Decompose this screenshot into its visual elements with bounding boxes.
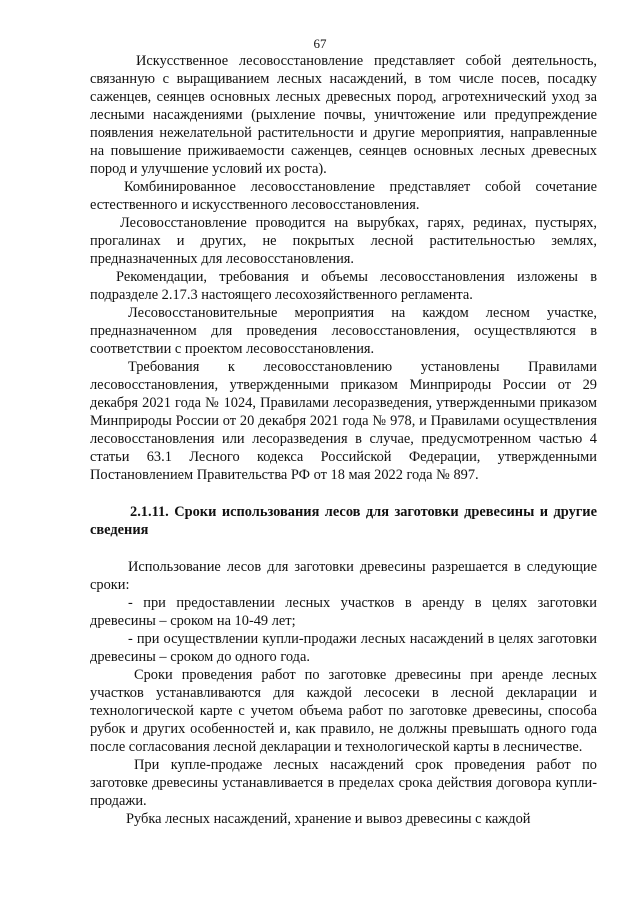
- paragraph-lease-work-terms: Сроки проведения работ по заготовке древесины при аренде лесных участков устанавливаются для каждой лесосеки в лесной декларации и технологической карте с учетом объема работ по заготовке древесины, способа рубок и других особенностей и, как правило, не должны превышать одного года после согласования лесной декларации и технологической карты в лесничестве.: [90, 667, 597, 755]
- paragraph-artificial-reforestation: Искусственное лесовосстановление представляет собой деятельность, связанную с выращиванием лесных насаждений, в том числе посев, посадку саженцев, сеянцев основных лесных древесных пород, агротехнический уход за лесными насаждениями (рыхление почвы, уничтожение или предупреждение появления нежелательной растительности и другие мероприятия, направленные на повышение приживаемости саженцев, сеянцев основных лесных древесных пород и улучшение условий их роста).: [90, 53, 597, 177]
- page-number: 67: [313, 36, 327, 51]
- paragraph-reforestation-measures: Лесовосстановительные мероприятия на каждом лесном участке, предназначенном для проведения лесовосстановления, осуществляются в соответствии с проектом лесовосстановления.: [90, 305, 597, 357]
- paragraph-usage-terms: Использование лесов для заготовки древесины разрешается в следующие сроки:: [90, 559, 597, 593]
- section-heading: 2.1.11. Сроки использования лесов для заготовки древесины и другие сведения: [90, 504, 597, 538]
- document-body: [90, 52, 597, 828]
- paragraph-sale-work-terms: При купле-продаже лесных насаждений срок проведения работ по заготовке древесины устанавливается в пределах срока действия договора купли-продажи.: [90, 757, 597, 809]
- list-item-sale-term: - при осуществлении купли-продажи лесных насаждений в целях заготовки древесины – сроком до одного года.: [90, 631, 597, 665]
- list-item-lease-term: - при предоставлении лесных участков в аренду в целях заготовки древесины – сроком на 10-49 лет;: [90, 595, 597, 629]
- paragraph-reforestation-locations: Лесовосстановление проводится на вырубках, гарях, рединах, пустырях, прогалинах и других, не покрытых лесной растительностью землях, предназначенных для лесовосстановления.: [90, 215, 597, 267]
- paragraph-combined-reforestation: Комбинированное лесовосстановление представляет собой сочетание естественного и искусственного лесовосстановления.: [90, 179, 597, 213]
- paragraph-recommendations: Рекомендации, требования и объемы лесовосстановления изложены в подразделе 2.17.3 настоящего лесохозяйственного регламента.: [90, 269, 597, 303]
- paragraph-requirements: Требования к лесовосстановлению установлены Правилами лесовосстановления, утвержденными приказом Минприроды России от 29 декабря 2021 года № 1024, Правилами лесоразведения, утвержденными приказом Минприроды России от 20 декабря 2021 года № 978, и Правилами осуществления лесовосстановления или лесоразведения в случае, предусмотренном частью 4 статьи 63.1 Лесного кодекса Российской Федерации, утвержденными Постановлением Правительства РФ от 18 мая 2022 года № 897.: [90, 359, 597, 483]
- paragraph-felling-removal: Рубка лесных насаждений, хранение и вывоз древесины с каждой: [126, 811, 531, 827]
